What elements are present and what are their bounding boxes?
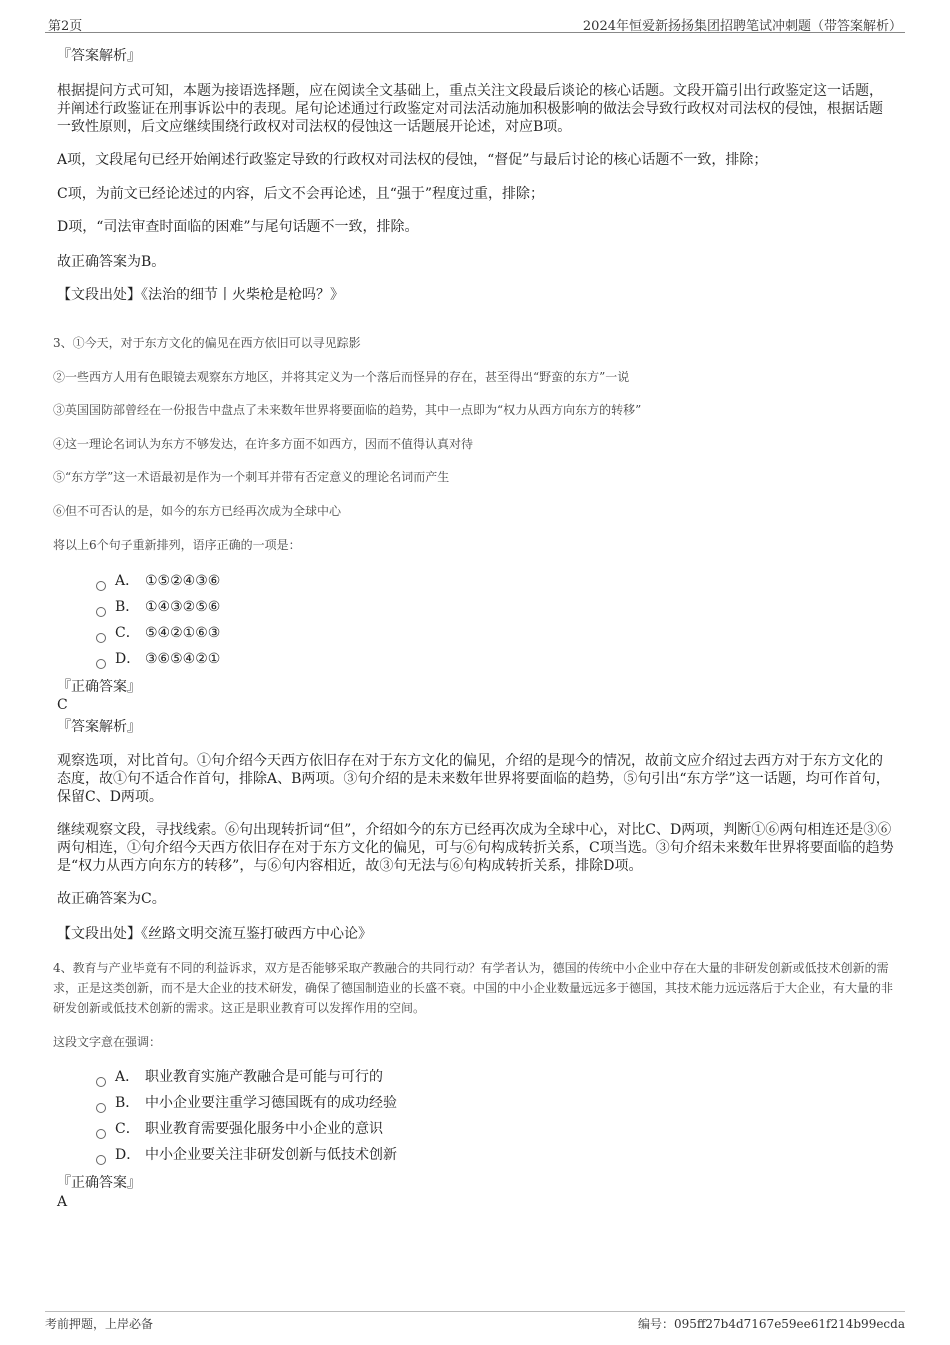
q3-prompt: 将以上6个句子重新排列，语序正确的一项是： — [53, 538, 301, 552]
q3-analysis-para1: 观察选项，对比首句。①句介绍今天西方依旧存在对于东方文化的偏见，介绍的是现今的情况，故前文应介绍过去西方对于东方文化的态度，故①句不适合作首句，排除A、B两项。③句介绍的是未来数年世界将要面临的趋势，⑤句引出“东方学”这一话题，均可作首句，保留C、D两项。 — [57, 753, 890, 805]
page-header — [45, 14, 905, 33]
q3-answer: C — [57, 697, 68, 713]
page-footer — [45, 1311, 905, 1334]
radio-icon[interactable] — [96, 633, 106, 643]
q4-option-a[interactable]: A． 职业教育实施产教融合是可能与可行的 — [96, 1068, 383, 1086]
q3-sentence-3: ③英国国防部曾经在一份报告中盘点了未来数年世界将要面临的趋势，其中一点即为“权力从西方向东方的转移” — [53, 403, 642, 417]
q2-conclusion: 故正确答案为B。 — [57, 254, 166, 270]
q3-sentence-1: 3、①今天，对于东方文化的偏见在西方依旧可以寻见踪影 — [53, 336, 361, 350]
q3-analysis-para2: 继续观察文段，寻找线索。⑥句出现转折词“但”，介绍如今的东方已经再次成为全球中心，对比C、D两项，判断①⑥两句相连还是③⑥两句相连，①句介绍今天西方依旧存在对于东方文化的偏见，可与⑥句构成转折关系，C项当选。③句介绍未来数年世界将要面临的趋势是“权力从西方向东方的转移”，与⑥句内容相近，故③句无法与⑥句构成转折关系，排除D项。 — [57, 822, 894, 874]
q4-prompt: 这段文字意在强调： — [53, 1035, 162, 1049]
q3-option-c[interactable]: C． ⑤④②①⑥③ — [96, 624, 220, 642]
q3-source: 【文段出处】《丝路文明交流互鉴打破西方中心论》 — [57, 926, 372, 942]
q3-conclusion: 故正确答案为C。 — [57, 891, 166, 907]
q3-analysis-label: 『答案解析』 — [57, 719, 141, 735]
radio-icon[interactable] — [96, 1155, 106, 1165]
page-number: 第2页 — [48, 19, 83, 34]
q2-analysis-label: 『答案解析』 — [57, 48, 141, 64]
q3-answer-label: 『正确答案』 — [57, 679, 141, 695]
q2-analysis-option-d: D项，“司法审查时面临的困难”与尾句话题不一致，排除。 — [57, 219, 419, 235]
q4-option-b[interactable]: B． 中小企业要注重学习德国既有的成功经验 — [96, 1094, 397, 1112]
radio-icon[interactable] — [96, 1103, 106, 1113]
footer-slogan: 考前押题，上岸必备 — [45, 1317, 154, 1331]
q2-analysis-para1: 根据提问方式可知，本题为接语选择题，应在阅读全文基础上，重点关注文段最后谈论的核心话题。文段开篇引出行政鉴定这一话题，并阐述行政鉴证在刑事诉讼中的表现。尾句论述通过行政鉴定对司法活动施加积极影响的做法会导致行政权对司法权的侵蚀，根据话题一致性原则，后文应继续围绕行政权对司法权的侵蚀这一话题展开论述，对应B项。 — [57, 83, 883, 135]
radio-icon[interactable] — [96, 607, 106, 617]
radio-icon[interactable] — [96, 1077, 106, 1087]
q4-answer-label: 『正确答案』 — [57, 1175, 141, 1191]
q3-option-d[interactable]: D． ③⑥⑤④②① — [96, 650, 220, 668]
q2-analysis-option-c: C项，为前文已经论述过的内容，后文不会再论述，且“强于”程度过重，排除； — [57, 186, 545, 202]
document-title: 2024年恒爱新扬扬集团招聘笔试冲刺题（带答案解析） — [582, 19, 902, 34]
document-id: 编号：095ff27b4d7167e59ee61f214b99ecda — [637, 1317, 905, 1331]
q3-option-b[interactable]: B． ①④③②⑤⑥ — [96, 598, 220, 616]
q3-sentence-6: ⑥但不可否认的是，如今的东方已经再次成为全球中心 — [53, 504, 342, 518]
q3-sentence-2: ②一些西方人用有色眼镜去观察东方地区，并将其定义为一个落后而怪异的存在，甚至得出“野蛮的东方”一说 — [53, 370, 630, 384]
radio-icon[interactable] — [96, 1129, 106, 1139]
q3-sentence-4: ④这一理论名词认为东方不够发达，在许多方面不如西方，因而不值得认真对待 — [53, 437, 474, 451]
q3-sentence-5: ⑤“东方学”这一术语最初是作为一个刺耳并带有否定意义的理论名词而产生 — [53, 470, 450, 484]
q4-question-text: 4、教育与产业毕竟有不同的利益诉求，双方是否能够采取产教融合的共同行动？有学者认为，德国的传统中小企业中存在大量的非研发创新或低技术创新的需求，正是这类创新，而不是大企业的技术研发，确保了德国制造业的长盛不衰。中国的中小企业数量远远多于德国，其技术能力远远落后于大企业，有大量的非研发创新或低技术创新的需求。这正是职业教育可以发挥作用的空间。 — [53, 961, 894, 1015]
radio-icon[interactable] — [96, 659, 106, 669]
q4-answer: A — [57, 1194, 68, 1210]
radio-icon[interactable] — [96, 581, 106, 591]
q4-option-d[interactable]: D． 中小企业要关注非研发创新与低技术创新 — [96, 1146, 397, 1164]
q2-analysis-option-a: A项，文段尾句已经开始阐述行政鉴定导致的行政权对司法权的侵蚀，“督促”与最后讨论的核心话题不一致，排除； — [57, 152, 768, 168]
q2-source: 【文段出处】《法治的细节丨火柴枪是枪吗？》 — [57, 287, 344, 303]
q4-option-c[interactable]: C． 职业教育需要强化服务中小企业的意识 — [96, 1120, 383, 1138]
q3-option-a[interactable]: A． ①⑤②④③⑥ — [96, 572, 220, 590]
